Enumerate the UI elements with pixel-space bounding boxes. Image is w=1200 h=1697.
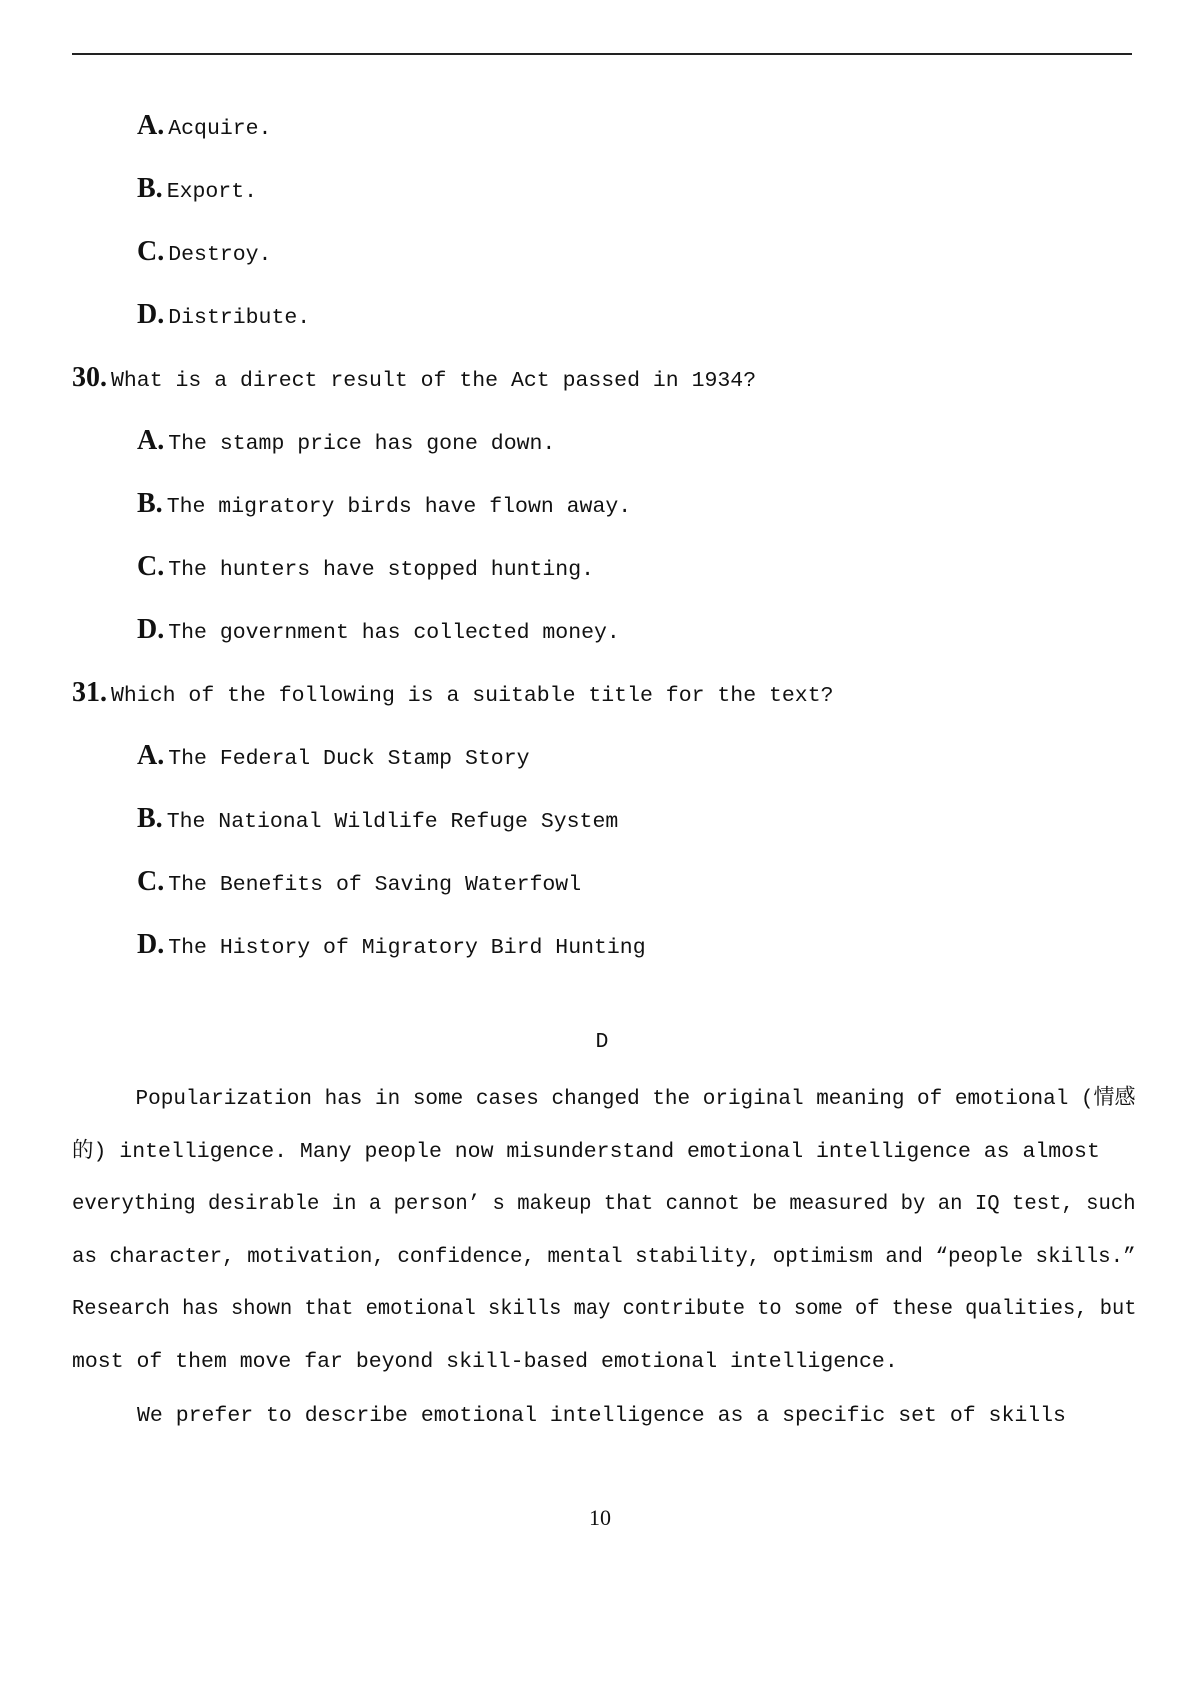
header-rule	[72, 53, 1132, 55]
option-letter: A.	[137, 425, 165, 456]
option-letter: C.	[137, 236, 165, 267]
option-letter: A.	[137, 740, 165, 771]
q30-option-a[interactable]	[137, 427, 555, 458]
passage-section-letter: D	[595, 1030, 609, 1054]
option-letter: D.	[137, 614, 165, 645]
paragraph-line: Research has shown that emotional skills may contribute to some of these qualities, but	[72, 1297, 1137, 1321]
option-text: The stamp price has gone down.	[168, 432, 556, 456]
option-letter: C.	[137, 551, 165, 582]
q31-option-d[interactable]	[137, 931, 646, 962]
paragraph-line: We prefer to describe emotional intelligence as a specific set of skills	[137, 1404, 1066, 1428]
option-text: The Federal Duck Stamp Story	[168, 747, 530, 771]
option-text: The History of Migratory Bird Hunting	[168, 936, 646, 960]
q31-stem	[72, 679, 834, 710]
paragraph-line: 的) intelligence. Many people now misunderstand emotional intelligence as almost	[72, 1139, 1100, 1164]
option-text: Export.	[166, 180, 258, 204]
option-text: Acquire.	[168, 117, 272, 141]
option-text: The migratory birds have flown away.	[166, 495, 632, 519]
option-text: Distribute.	[168, 306, 311, 330]
option-letter: C.	[137, 866, 165, 897]
option-letter: B.	[137, 173, 163, 204]
paragraph-line: most of them move far beyond skill-based emotional intelligence.	[72, 1349, 898, 1374]
q30-option-b[interactable]	[137, 490, 631, 521]
question-number: 31.	[72, 677, 107, 708]
question-number: 30.	[72, 362, 107, 393]
q29-option-d[interactable]	[137, 301, 310, 332]
q31-option-b[interactable]	[137, 805, 618, 836]
option-letter: B.	[137, 488, 163, 519]
passage-paragraph-1	[72, 1073, 1136, 1388]
page-number: 10	[589, 1505, 611, 1530]
q30-stem	[72, 364, 756, 395]
option-text: Destroy.	[168, 243, 272, 267]
option-text: The Benefits of Saving Waterfowl	[168, 873, 582, 897]
paragraph-line: as character, motivation, confidence, mental stability, optimism and “people skills.”	[72, 1244, 1136, 1269]
q29-option-c[interactable]	[137, 238, 271, 269]
option-letter: D.	[137, 929, 165, 960]
paragraph-line: everything desirable in a person’ s makeup that cannot be measured by an IQ test, such	[72, 1192, 1136, 1216]
q29-option-a[interactable]	[137, 112, 271, 143]
option-text: The government has collected money.	[168, 621, 620, 645]
option-text: The hunters have stopped hunting.	[168, 558, 595, 582]
option-letter: D.	[137, 299, 165, 330]
passage-paragraph-2	[72, 1390, 1136, 1443]
q31-option-a[interactable]	[137, 742, 530, 773]
q30-option-c[interactable]	[137, 553, 594, 584]
option-letter: A.	[137, 110, 165, 141]
option-text: The National Wildlife Refuge System	[166, 810, 619, 834]
question-text: Which of the following is a suitable title for the text?	[111, 684, 834, 708]
option-letter: B.	[137, 803, 163, 834]
paragraph-line: Popularization has in some cases changed the original meaning of emotional (情感	[135, 1087, 1136, 1111]
q30-option-d[interactable]	[137, 616, 620, 647]
q29-option-b[interactable]	[137, 175, 257, 206]
q31-option-c[interactable]	[137, 868, 581, 899]
question-text: What is a direct result of the Act passed in 1934?	[111, 369, 757, 393]
